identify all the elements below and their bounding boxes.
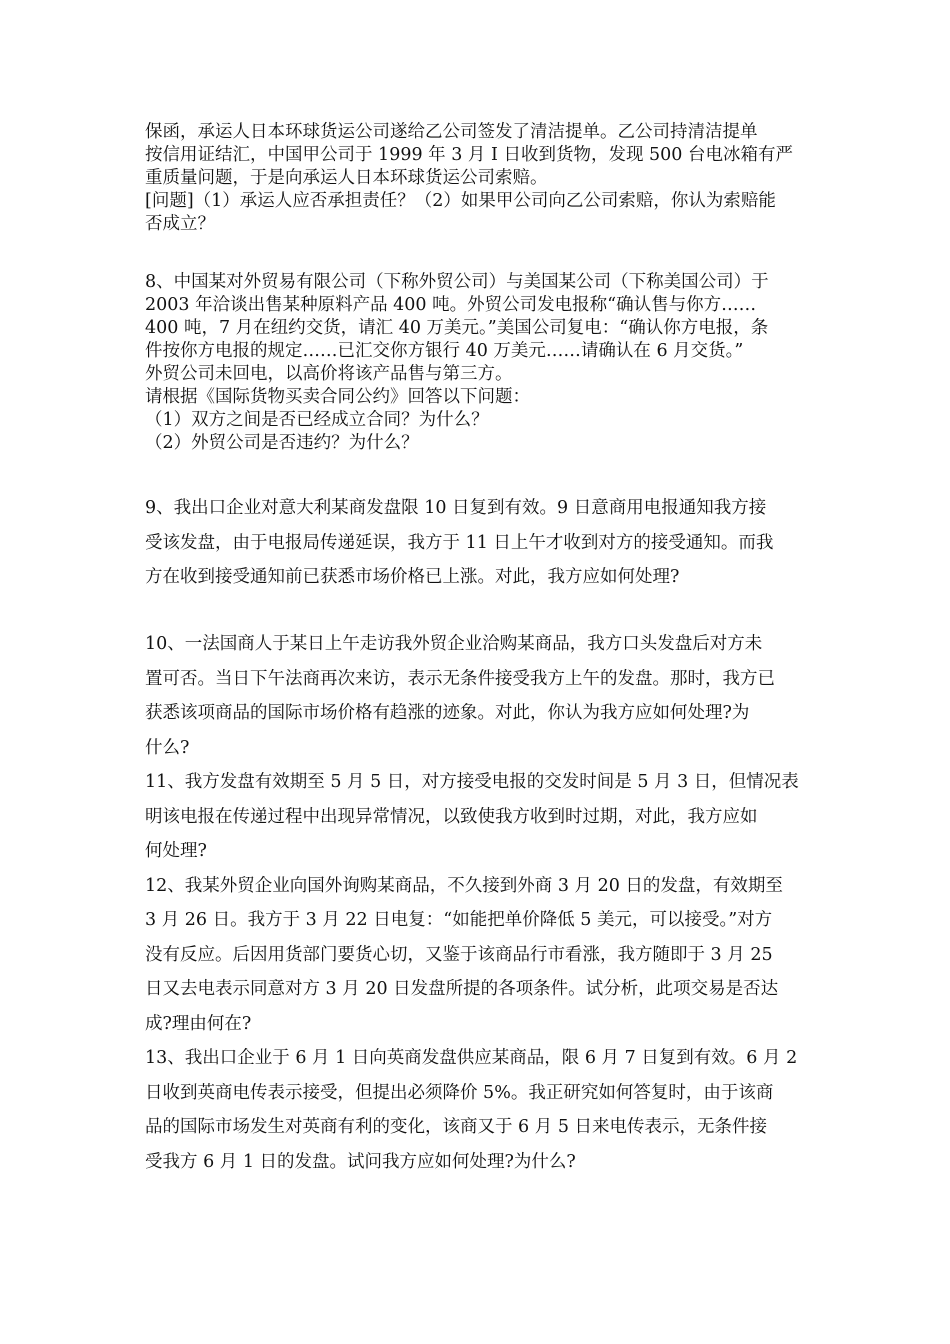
- text-line: 没有反应。后因用货部门要货心切，又鉴于该商品行市看涨，我方随即于 3 月 25: [145, 944, 773, 965]
- text-line: 受该发盘，由于电报局传递延误，我方于 11 日上午才收到对方的接受通知。而我: [145, 532, 774, 553]
- text-line: 何处理?: [145, 841, 207, 861]
- case-8: [145, 271, 810, 455]
- text-line: 400 吨，7 月在纽约交货，请汇 40 万美元。”美国公司复电：“确认你方电报，条: [145, 318, 769, 338]
- text-line: 9、我出口企业对意大利某商发盘限 10 日复到有效。9 日意商用电报通知我方接: [145, 498, 767, 518]
- text-line: 按信用证结汇，中国甲公司于 1999 年 3 月 I 日收到货物，发现 500 台电冰箱有严: [145, 145, 793, 165]
- text-line: 10、一法国商人于某日上午走访我外贸企业洽购某商品，我方口头发盘后对方未: [145, 634, 763, 654]
- case-7-continued: [145, 121, 810, 236]
- text-line: 明该电报在传递过程中出现异常情况，以致使我方收到时过期，对此，我方应如: [145, 806, 758, 827]
- text-line: 件按你方电报的规定……已汇交你方银行 40 万美元……请确认在 6 月交货。”: [145, 341, 744, 361]
- text-line: 13、我出口企业于 6 月 1 日向英商发盘供应某商品，限 6 月 7 日复到有效。6 月 2: [145, 1048, 798, 1068]
- text-line: 什么?: [145, 737, 190, 758]
- text-line: 否成立？: [145, 214, 215, 234]
- text-line: 2003 年洽谈出售某种原料产品 400 吨。外贸公司发电报称“确认售与你方……: [145, 295, 757, 315]
- text-line: 8、中国某对外贸易有限公司（下称外贸公司）与美国某公司（下称美国公司）于: [145, 272, 769, 292]
- text-line: [问题]（1）承运人应否承担责任？（2）如果甲公司向乙公司索赔，你认为索赔能: [145, 191, 776, 211]
- case-9: [145, 491, 810, 595]
- cases-10-to-13: [145, 627, 810, 1179]
- text-line: 重质量问题，于是向承运人日本环球货运公司索赔。: [145, 168, 548, 188]
- text-line: 方在收到接受通知前已获悉市场价格已上涨。对此，我方应如何处理?: [145, 567, 680, 587]
- text-line: 保函，承运人日本环球货运公司遂给乙公司签发了清洁提单。乙公司持清洁提单: [145, 122, 758, 142]
- text-line: 置可否。当日下午法商再次来访，表示无条件接受我方上午的发盘。那时，我方已: [145, 668, 775, 689]
- text-line: 受我方 6 月 1 日的发盘。试问我方应如何处理?为什么?: [145, 1151, 576, 1172]
- text-line: 11、我方发盘有效期至 5 月 5 日，对方接受电报的交发时间是 5 月 3 日，但情况表: [145, 772, 799, 792]
- text-line: 获悉该项商品的国际市场价格有趋涨的迹象。对此，你认为我方应如何处理?为: [145, 703, 750, 723]
- text-line: （2）外贸公司是否违约？为什么？: [145, 433, 419, 453]
- text-line: 请根据《国际货物买卖合同公约》回答以下问题：: [145, 387, 530, 407]
- text-line: 日又去电表示同意对方 3 月 20 日发盘所提的各项条件。试分析，此项交易是否达: [145, 979, 779, 999]
- text-line: 日收到英商电传表示接受，但提出必须降价 5%。我正研究如何答复时，由于该商: [145, 1082, 774, 1103]
- text-line: 外贸公司未回电，以高价将该产品售与第三方。: [145, 364, 513, 384]
- text-line: 成?理由何在?: [145, 1013, 252, 1034]
- text-line: （1）双方之间是否已经成立合同？为什么？: [145, 410, 489, 430]
- text-line: 3 月 26 日。我方于 3 月 22 日电复：“如能把单价降低 5 美元，可以接受。”对方: [145, 910, 773, 930]
- text-line: 品的国际市场发生对英商有利的变化，该商又于 6 月 5 日来电传表示，无条件接: [145, 1117, 768, 1137]
- text-line: 12、我某外贸企业向国外询购某商品，不久接到外商 3 月 20 日的发盘，有效期至: [145, 875, 783, 896]
